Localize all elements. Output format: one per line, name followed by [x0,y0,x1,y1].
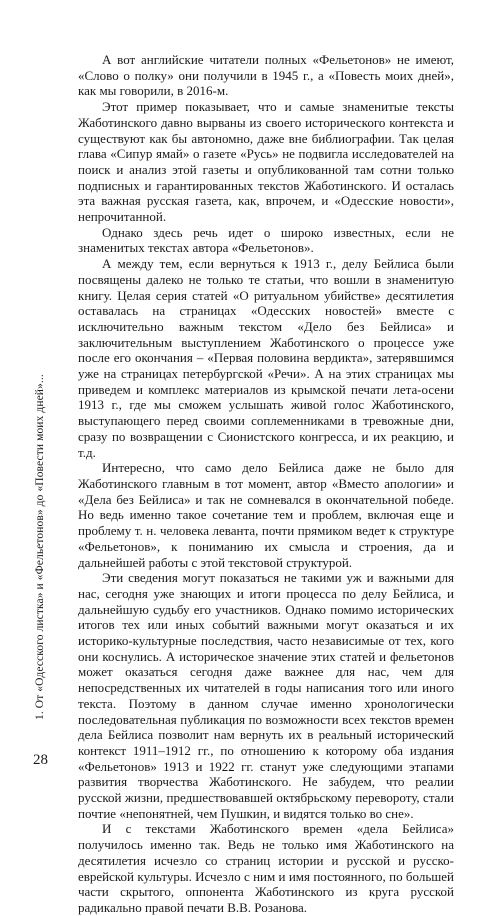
page-number: 28 [33,752,48,768]
paragraph-4: А между тем, если вернуться к 1913 г., делу Бейлиса были посвящены далеко не только те статьи, что вошли в знаменитую книгу. Целая серия статей «О ритуальном убийстве» десятилетия оставалась на страницах «Одесских новостей» вместе с исключительно важным текстом «Дело без Бейлиса» и заключительным выступлением Жаботинского о процессе уже после его окончания – «Первая половина вердикта», затерявшимся уже на страницах петербургской «Речи». А на этих страницах мы приведем и комплекс материалов из крымской печати лета-осени 1913 г., где мы сможем услышать живой голос Жаботинского, выступающего перед своими соплеменниками в тревожные дни, сразу по возвращении с Сионистского конгресса, и их реакцию, и т.д. [78,256,454,460]
paragraph-5: Интересно, что само дело Бейлиса даже не было для Жаботинского главным в тот момент, автор «Вместо апологии» и «Дела без Бейлиса» и так не сомневался в окончательной победе. Но ведь именно такое сочетание тем и проблем, включая еще и проблему т. н. человека леванта, почти прямиком ведет к структуре «Фельетонов», к пониманию их смысла и строения, да и дальнейшей работы с этой текстовой структурой. [78,460,454,570]
paragraph-6: Эти сведения могут показаться не такими уж и важными для нас, сегодня уже знающих и итоги процесса по делу Бейлиса, и дальнейшую судьбу его участников. Однако помимо исторических итогов тех или иных событий важными могут оказаться и их историко-культурные последствия, часто независимые от тех, кого они коснулись. А историческое значение этих статей и фельетонов может оказаться сегодня даже важнее для нас, чем для непосредственных их читателей в годы написания того или иного текста. Поэтому в данном случае именно хронологически последовательная публикация по возможности всех текстов времен дела Бейлиса позволит нам вернуть их в реальный исторический контекст 1911–1912 гг., по отношению к которому оба издания «Фельетонов» 1913 и 1922 гг. станут уже следующими этапами развития творчества Жаботинского. Не забудем, что реалии русской жизни, предшествовавшей октябрьскому перевороту, стали почтие «непонятней, чем Пушкин, и видятся только во сне». [78,570,454,821]
paragraph-7: И с текстами Жаботинского времен «дела Бейлиса» получилось именно так. Ведь не только имя Жаботинского на десятилетия исчезло со страниц истории и русской и русско-еврейской культуры. Исчезло с ним и имя постоянного, по большей части скрытого, оппонента Жаботинского из круга русской радикально правой печати В.В. Розанова. [78,821,454,915]
running-head: 1. От «Одесского листка» и «Фельетонов» до «Повести моих дней»... [34,374,46,720]
paragraph-2: Этот пример показывает, что и самые знаменитые тексты Жаботинского давно вырваны из своего исторического контекста и существуют как бы автономно, даже вне библиографии. Так целая глава «Сипур ямай» о газете «Русь» не подвигла исследователей на поиск и анализ этой газеты и опубликованной там сотни только подписных и гарантированных текстов Жаботинского. И осталась эта важная русская газета, как, впрочем, и «Одесские новости», непрочитанной. [78,99,454,225]
paragraph-3: Однако здесь речь идет о широко известных, если не знаменитых текстах автора «Фельетонов». [78,224,454,256]
paragraph-1: А вот английские читатели полных «Фельетонов» не имеют, «Слово о полку» они получили в 1945 г., а «Повесть моих дней», как мы говорили, в 2016-м. [78,52,454,99]
body-text [78,52,454,916]
